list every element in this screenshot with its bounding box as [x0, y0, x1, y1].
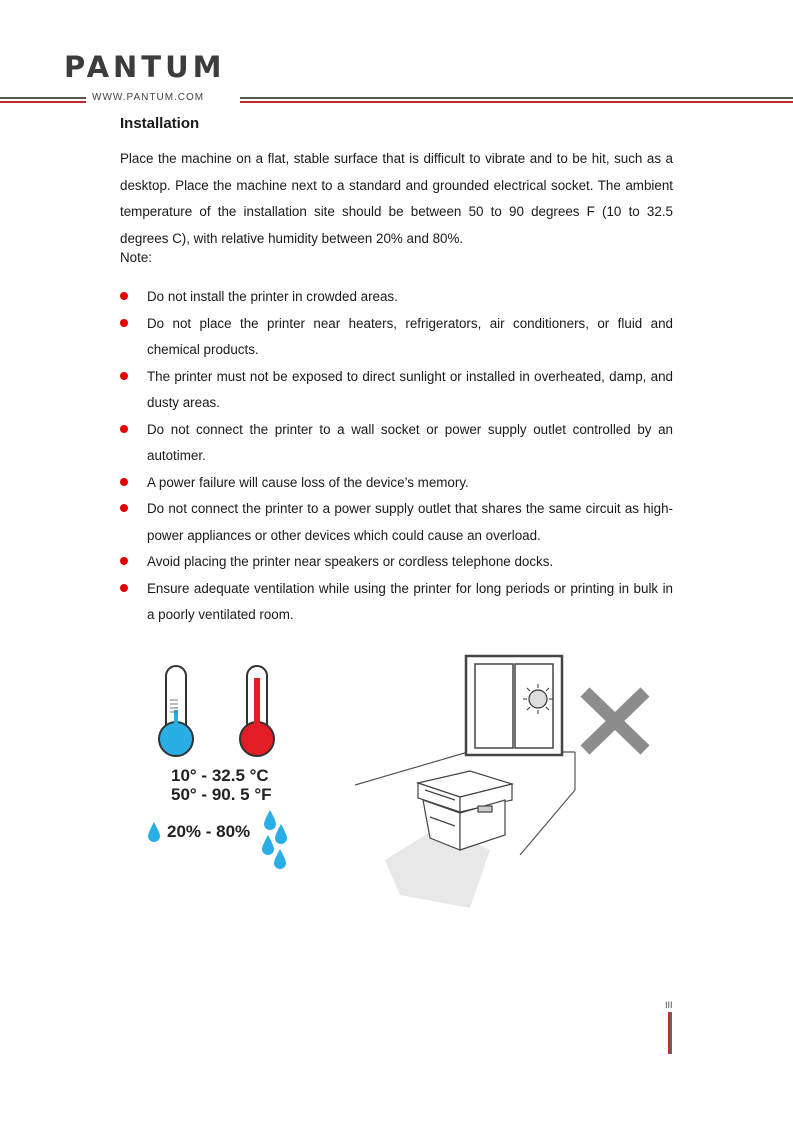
list-item-text: A power failure will cause loss of the device’s memory.	[147, 474, 469, 490]
printer-icon	[418, 771, 512, 850]
intro-paragraph: Place the machine on a flat, stable surface that is difficult to vibrate and to be hit, such as a desktop. Place the machine next to a standard and grounded electrical socket. The ambient temperature of the installation site should be between 50 to 90 degrees F (10 to 32.5 degrees C), with relative humidity between 20% and 80%.	[120, 151, 673, 246]
page-marker-bar	[668, 1012, 672, 1054]
temperature-fahrenheit: 50° - 90. 5 °F	[171, 785, 272, 804]
note-label: Note:	[120, 250, 153, 265]
humidity-range: 20% - 80%	[167, 822, 251, 841]
website-text: WWW.PANTUM.COM	[92, 92, 205, 103]
temperature-celsius: 10° - 32.5 °C	[171, 766, 269, 785]
list-item-text: Do not connect the printer to a power supply outlet that shares the same circuit as high-power appliances or other devices which could cause an overload.	[147, 501, 673, 543]
prohibited-cross-icon	[585, 692, 645, 750]
list-item-text: The printer must not be exposed to direct sunlight or installed in overheated, damp, and dusty areas.	[147, 368, 673, 410]
list-item-text: Ensure adequate ventilation while using the printer for long periods or printing in bulk in a poorly ventilated room.	[147, 580, 673, 622]
list-item-text: Do not install the printer in crowded areas.	[147, 289, 398, 304]
brand-logo: PANTUM	[64, 50, 226, 84]
hot-thermometer-icon	[240, 666, 274, 756]
cold-thermometer-icon	[159, 666, 193, 756]
page-number: III	[665, 1000, 673, 1010]
window-icon	[466, 656, 562, 755]
section-title: Installation	[120, 115, 200, 132]
list-item-text: Do not connect the printer to a wall socket or power supply outlet controlled by an autotimer.	[147, 421, 673, 463]
list-item-text: Avoid placing the printer near speakers or cordless telephone docks.	[147, 554, 554, 569]
list-item-text: Do not place the printer near heaters, refrigerators, air conditioners, or fluid and chemical products.	[147, 315, 673, 357]
